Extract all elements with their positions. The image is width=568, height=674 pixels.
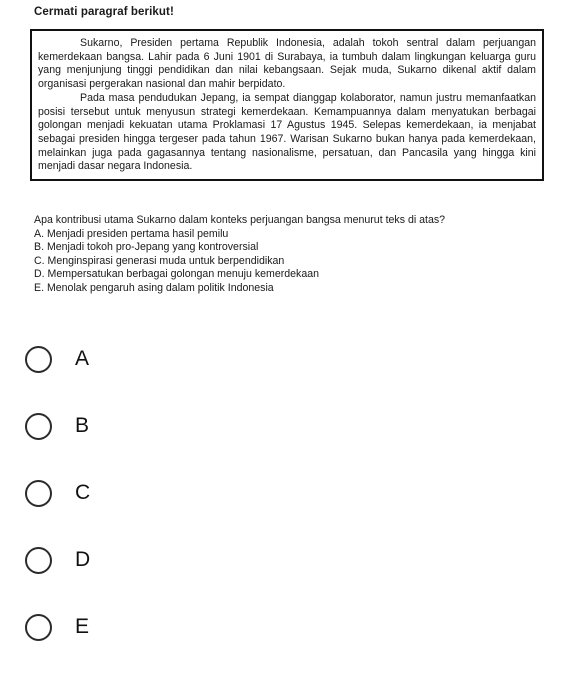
radio-button-icon[interactable] xyxy=(25,614,52,641)
answer-label-c: C xyxy=(75,481,91,504)
answer-option-e[interactable] xyxy=(22,607,322,647)
radio-button-icon[interactable] xyxy=(25,413,52,440)
answer-choices xyxy=(22,339,322,674)
answer-label-d: D xyxy=(75,548,91,571)
option-a-text: A. Menjadi presiden pertama hasil pemilu xyxy=(34,227,229,240)
question-stem: Apa kontribusi utama Sukarno dalam konteks perjuangan bangsa menurut teks di atas? xyxy=(34,214,446,226)
answer-option-c[interactable] xyxy=(22,473,322,513)
answer-option-d[interactable] xyxy=(22,540,322,580)
option-c-text: C. Menginspirasi generasi muda untuk berpendidikan xyxy=(34,254,285,267)
answer-label-b: B xyxy=(75,414,90,437)
answer-option-a[interactable] xyxy=(22,339,322,379)
option-b-text: B. Menjadi tokoh pro-Jepang yang kontroversial xyxy=(34,241,259,254)
answer-option-b[interactable] xyxy=(22,406,322,446)
answer-label-a: A xyxy=(75,347,90,370)
answer-label-e: E xyxy=(75,615,90,638)
instruction-heading: Cermati paragraf berikut! xyxy=(34,6,174,18)
radio-button-icon[interactable] xyxy=(25,480,52,507)
passage-paragraph-1: Sukarno, Presiden pertama Republik Indonesia, adalah tokoh sentral dalam perjuangan kemerdekaan bangsa. Lahir pada 6 Juni 1901 di Surabaya, ia tumbuh dalam lingkungan keluarga guru yang menjunjung tinggi pendidikan dan nilai kebangsaan. Sejak muda, Sukarno dikenal aktif dalam organisasi pergerakan nasional dan mahir berpidato. xyxy=(38,37,536,91)
passage-box xyxy=(30,29,544,181)
passage-paragraph-2: Pada masa pendudukan Jepang, ia sempat dianggap kolaborator, namun justru memanfaatkan posisi tersebut untuk menyusun strategi kemerdekaan. Kemampuannya dalam menyatukan berbagai golongan menjadi kekuatan utama Proklamasi 17 Agustus 1945. Selepas kemerdekaan, ia menjabat sebagai presiden hingga tergeser pada tahun 1967. Warisan Sukarno bukan hanya pada kemerdekaan, melainkan juga pada gagasannya tentang nasionalisme, persatuan, dan Pancasila yang hingga kini menjadi dasar negara Indonesia. xyxy=(38,91,536,173)
radio-button-icon[interactable] xyxy=(25,547,52,574)
option-list xyxy=(34,228,549,296)
option-d-text: D. Mempersatukan berbagai golongan menuju kemerdekaan xyxy=(34,268,320,281)
radio-button-icon[interactable] xyxy=(25,346,52,373)
question-block xyxy=(34,214,549,296)
option-e-text: E. Menolak pengaruh asing dalam politik Indonesia xyxy=(34,281,274,294)
